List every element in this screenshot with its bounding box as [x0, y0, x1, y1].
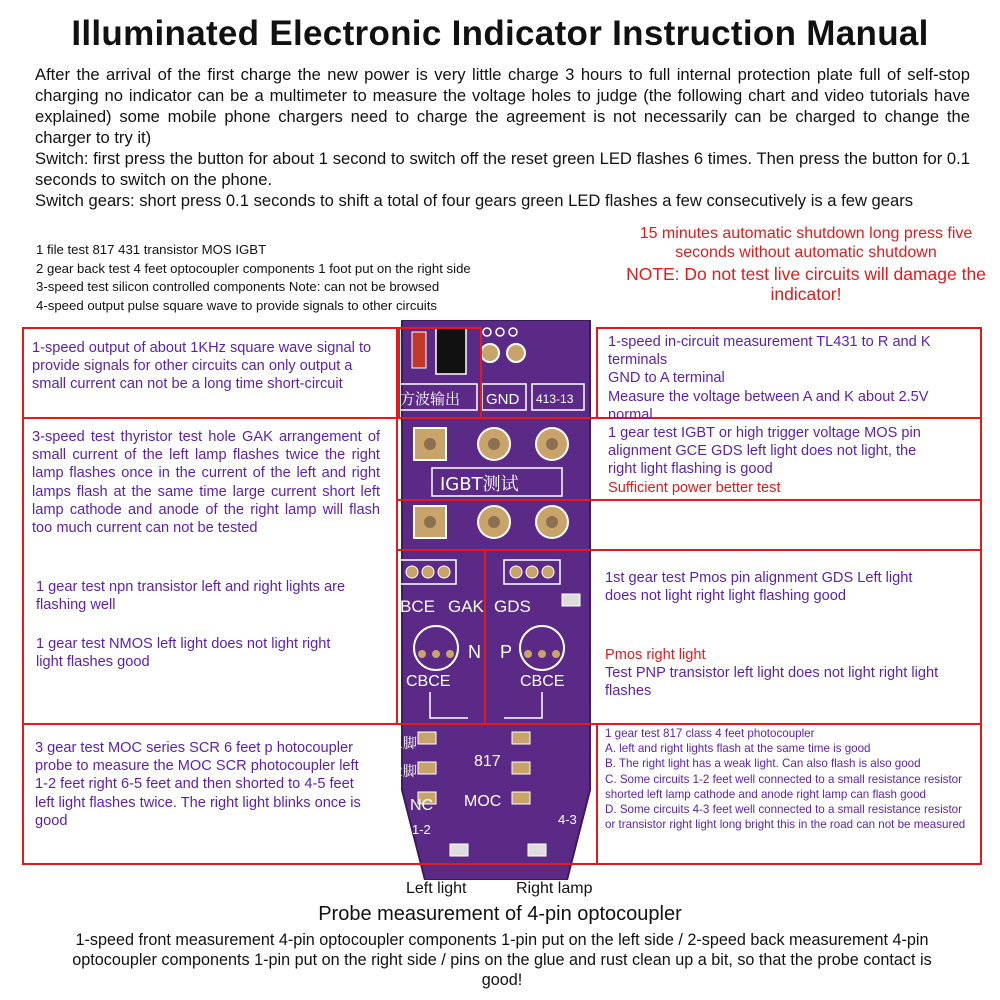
left-light-label: Left light — [406, 880, 467, 897]
socket-hole — [432, 650, 440, 658]
socket-hole — [446, 650, 454, 658]
live-circuit-warning: NOTE: Do not test live circuits will damage the indicator! — [626, 264, 986, 304]
gear-item-2: 2 gear back test 4 feet optocoupler components 1 foot put on the right side — [36, 260, 471, 276]
intro-paragraph-gears: Switch gears: short press 0.1 seconds to shift a total of four gears green LED flashes a few consecutively is a few gears — [35, 191, 914, 210]
p817-note-line: A. left and right lights flash at the same time is good — [605, 742, 871, 756]
pmos-right-light-note: Pmos right light — [605, 647, 706, 663]
p817-note-line: C. Some circuits 1-2 feet well connected to a small resistance resistor shorted left lamp cathode and anode right lamp can flash good — [605, 772, 962, 801]
right-lamp-label: Right lamp — [516, 880, 593, 897]
tl431-note-line: GND to A terminal — [608, 370, 725, 387]
p-label: P — [500, 642, 513, 662]
cbce-right-label: CBCE — [520, 673, 565, 690]
gear-item-4: 4-speed output pulse square wave to provide signals to other circuits — [36, 297, 437, 313]
pnp-note-text: Test PNP transistor left light does not light right light flashes — [605, 665, 939, 700]
igbt-power-note: Sufficient power better test — [608, 479, 781, 496]
nc-label: NC — [410, 797, 434, 814]
socket-hole — [438, 566, 450, 578]
gear-item-1: 1 file test 817 431 transistor MOS IGBT — [36, 242, 267, 257]
cbce-left-label: CBCE — [406, 673, 451, 690]
gak-label: GAK — [448, 597, 484, 616]
tl431-note-line: Measure the voltage between A and K about 2.5V normal — [608, 388, 929, 423]
square-wave-note: 1-speed output of about 1KHz square wave signal to provide signals for other circuits can only output a small current can not be a long time short-circuit — [32, 340, 372, 393]
probe-instructions: 1-speed front measurement 4-pin optocoupler components 1-pin put on the left side / 2-speed back measurement 4-pin optocoupler components 1-pin put on the right side / pins on the glue and rust clean up a bit, so that the probe contact is good! — [72, 931, 932, 989]
moc-note: 3 gear test MOC series SCR 6 feet p hotocoupler probe to measure the MOC SCR photocoupler left 1-2 feet right 6-5 feet and then shorted to 4-5 feet left light flashes twice. The right light blinks once is good — [35, 740, 361, 829]
p817-note-line: 1 gear test 817 class 4 feet photocoupler — [605, 727, 815, 740]
gear-item-3: 3-speed test silicon controlled components Note: can not be browsed — [36, 279, 440, 294]
pmos-note: 1st gear test Pmos pin alignment GDS Left light does not light right light flashing good — [605, 570, 913, 605]
auto-shutdown-note: 15 minutes automatic shutdown long press five seconds without automatic shutdown — [639, 225, 973, 261]
page-title: Illuminated Electronic Indicator Instruction Manual — [71, 14, 929, 53]
intro-paragraph-charge: After the arrival of the first charge the new power is very little charge 3 hours to full internal protection plate full of self-stop charging no indicator can be a multimeter to measure the voltage holes to judge (the following chart and video tutorials have explained) some mobile phone chargers need to charge the agreement is not necessarily can be charged to change the charger to try it) — [35, 65, 970, 147]
gnd-label: GND — [486, 391, 520, 408]
igbt-note-text: 1 gear test IGBT or high trigger voltage MOS pin alignment GCE GDS left light does not light, the right light flashing is good — [608, 425, 921, 478]
p817-note-line: D. Some circuits 4-3 feet well connected to a small resistance resistor or transistor right light long bright this in the road can not be measured — [605, 803, 966, 832]
board-label-box — [398, 327, 482, 419]
gds-label: GDS — [494, 597, 531, 616]
gnd-pad — [507, 344, 525, 362]
pin2-label: 2脚 — [394, 764, 417, 780]
igbt-note — [608, 424, 948, 497]
n-label: N — [468, 642, 481, 662]
pad-row-box — [396, 499, 982, 551]
bce-label: BCE — [400, 597, 435, 616]
pn817-label: 817 — [474, 753, 501, 770]
tl431-note-line: 1-speed in-circuit measurement TL431 to R and K terminals — [608, 334, 931, 369]
moc-label: MOC — [464, 793, 502, 810]
gear-list — [36, 241, 626, 315]
square-wave-pad — [481, 344, 499, 362]
pin1-label: 1脚 — [394, 736, 417, 752]
p817-note-line: B. The right light has a weak light. Can also flash is also good — [605, 757, 921, 771]
thyristor-note: 3-speed test thyristor test hole GAK arrangement of small current of the left lamp flashes twice the right lamp flashes once in the current of the left and right lamps flash at the same time large current short left lamp cathode and anode of the right lamp will flash too much current can not be tested — [32, 429, 380, 537]
socket-hole — [406, 566, 418, 578]
pins-1-2-label: 1-2 — [412, 822, 431, 837]
socket-hole — [418, 650, 426, 658]
pnp-note — [605, 646, 945, 701]
warning-notice — [626, 224, 986, 304]
pins-4-3-label: 4-3 — [558, 812, 577, 827]
intro-paragraph-switch: Switch: first press the button for about 1 second to switch off the reset green LED flashes 6 times. Then press the button for 0.1 seconds to switch on the phone. — [35, 149, 970, 189]
igbt-label: IGBT测试 — [440, 474, 519, 495]
probe-title: Probe measurement of 4-pin optocoupler — [318, 903, 682, 925]
nmos-note: 1 gear test NMOS left light does not light right light flashes good — [36, 636, 331, 671]
tl431-note — [608, 333, 968, 424]
p817-note — [605, 726, 973, 832]
socket-hole — [422, 566, 434, 578]
npn-note: 1 gear test npn transistor left and right lights are flashing well — [36, 579, 346, 614]
intro-text — [35, 64, 970, 211]
square-wave-label: 方波输出 — [400, 390, 461, 408]
tl431-label: 413-13 — [536, 392, 574, 406]
